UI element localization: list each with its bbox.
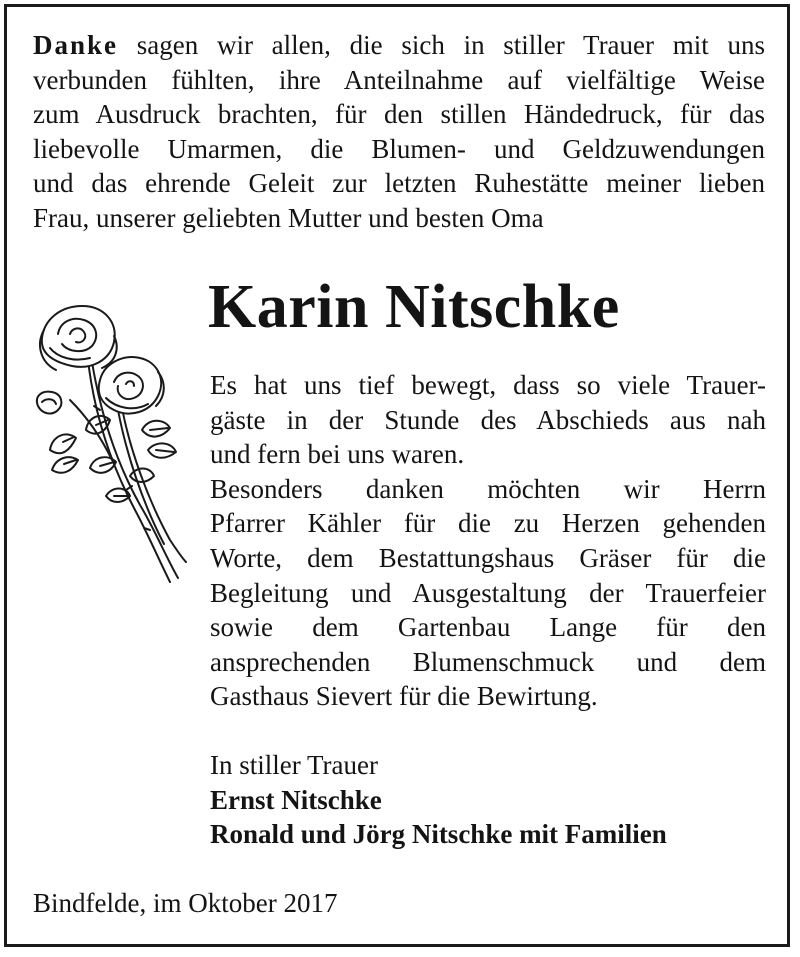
signature-name-2: Ronald und Jörg Nitschke mit Familien (210, 819, 667, 850)
deceased-name: Karin Nitschke (208, 273, 620, 341)
intro-line-3: zum Ausdruck brachten, für den stillen Händedruck, für das (33, 99, 765, 130)
signature-block (210, 748, 667, 852)
message-paragraph-1 (210, 368, 766, 472)
message-text (210, 368, 766, 714)
roses-illustration (30, 300, 195, 590)
message-line: Worte, dem Bestattungshaus Gräser für die (210, 542, 766, 573)
message-line: Pfarrer Kähler für die zu Herzen gehenden (210, 508, 766, 539)
intro-line-6: Frau, unserer geliebten Mutter und besten Oma (33, 202, 544, 233)
message-line: ansprechenden Blumenschmuck und dem (210, 646, 766, 677)
message-line: sowie dem Gartenbau Lange für den (210, 612, 766, 643)
intro-line-5: und das ehrende Geleit zur letzten Ruhestätte meiner lieben (33, 168, 765, 199)
signature-name-1: Ernst Nitschke (210, 784, 382, 815)
intro-text (33, 28, 765, 236)
place-date: Bindfelde, im Oktober 2017 (33, 888, 338, 918)
message-line: gäste in der Stunde des Abschieds aus nah (210, 404, 766, 435)
message-paragraph-2 (210, 472, 766, 714)
message-line: Es hat uns tief bewegt, dass so viele Trauer- (210, 370, 766, 400)
signature-intro: In stiller Trauer (210, 750, 378, 780)
message-line: Besonders danken möchten wir Herrn (210, 473, 766, 504)
intro-lead-word: Danke (33, 30, 119, 60)
intro-line-1: Danke sagen wir allen, die sich in stiller Trauer mit uns (33, 30, 765, 60)
message-line: Gasthaus Sievert für die Bewirtung. (210, 681, 598, 712)
intro-line-4: liebevolle Umarmen, die Blumen- und Geldzuwendungen (33, 133, 765, 164)
intro-line-2: verbunden fühlten, ihre Anteilnahme auf vielfältige Weise (33, 64, 765, 95)
message-line: und fern bei uns waren. (210, 439, 465, 470)
message-line: Begleitung und Ausgestaltung der Trauerfeier (210, 577, 766, 608)
